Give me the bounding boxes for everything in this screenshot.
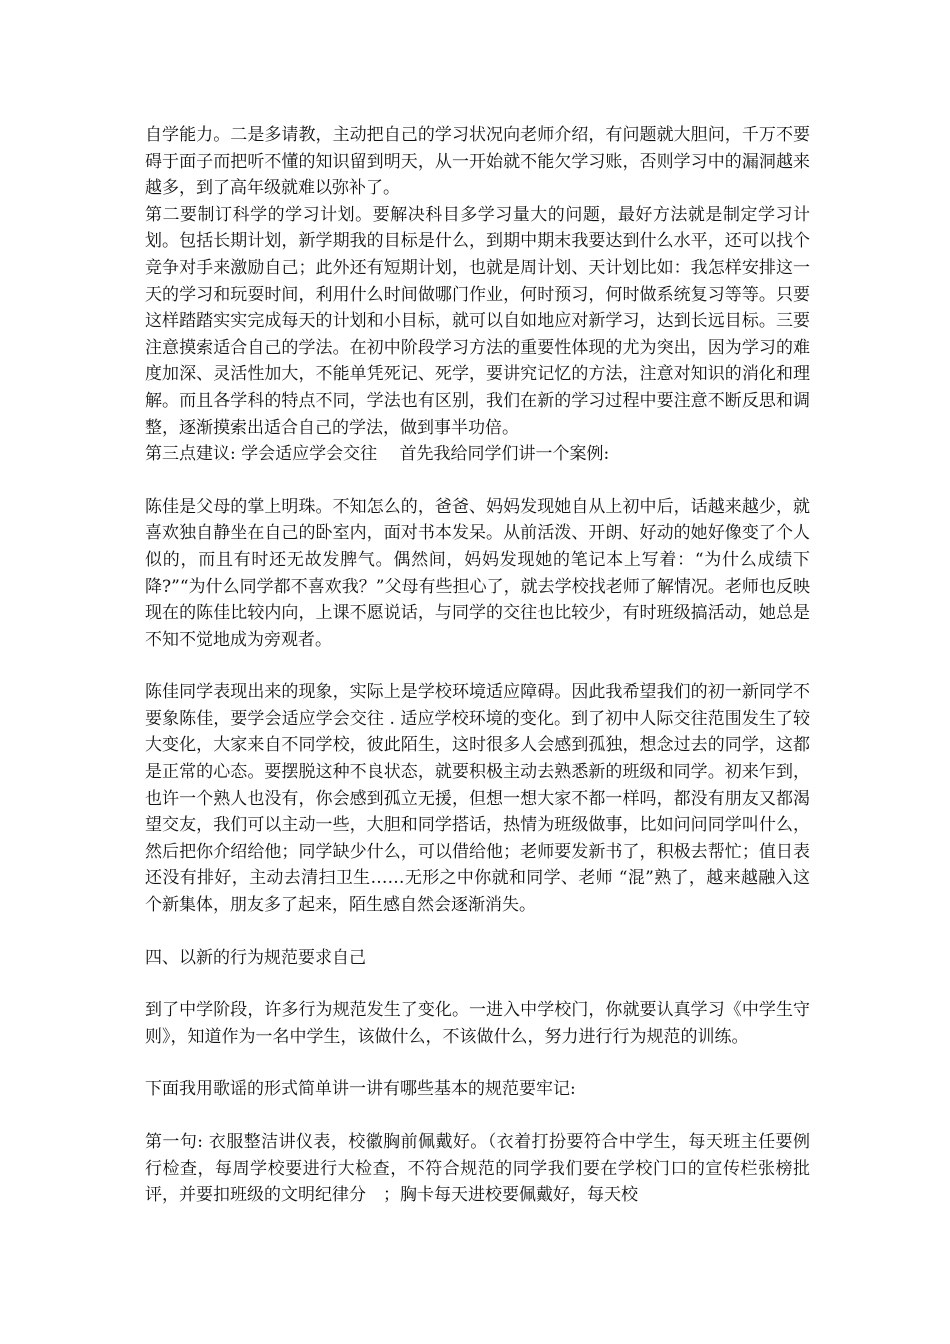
paragraph-ballad-intro: 下面我用歌谣的形式简单讲一讲有哪些基本的规范要牢记: [145, 1079, 576, 1100]
paragraph-chen-jia-case: 陈佳是父母的掌上明珠。不知怎么的，爸爸、妈妈发现她自从上初中后，话越来越少，就喜欢独自静坐在自己的卧室内，面对书本发呆。从前活泼、开朗、好动的她好像变了个人似的，而且有时还无故发脾气。偶然间，妈妈发现她的笔记本上写着：“为什么成绩下降?”“为什么同学都不喜欢我？”父母有些担心了，就去学校找老师了解情况。老师也反映现在的陈佳比较内向，上课不愿说话，与同学的交往也比较少，有时班级搞活动，她总是不知不觉地成为旁观者。 [145, 496, 810, 650]
paragraph-self-study: 自学能力。二是多请教，主动把自己的学习状况向老师介绍，有问题就大胆问，千万不要碍于面子而把听不懂的知识留到明天，从一开始就不能欠学习账，否则学习中的漏洞越来越多，到了高年级就难以弥补了。 [145, 125, 810, 199]
paragraph-third-suggestion: 第三点建议: 学会适应学会交往 首先我给同学们讲一个案例: [145, 444, 610, 465]
document-page [145, 122, 810, 1209]
paragraph-first-verse: 第一句: 衣服整洁讲仪表，校徽胸前佩戴好。（衣着打扮要符合中学生，每天班主任要例行检查，每周学校要进行大检查，不符合规范的同学我们要在学校门口的宣传栏张榜批评，并要扣班级的文明纪律分 ；胸卡每天进校要佩戴好，每天校 [145, 1132, 810, 1206]
paragraph-middle-school-norms: 到了中学阶段，许多行为规范发生了变化。一进入中学校门，你就要认真学习《中学生守则》，知道作为一名中学生，该做什么，不该做什么，努力进行行为规范的训练。 [145, 1000, 810, 1047]
paragraph-study-plan: 第二要制订科学的学习计划。要解决科目多学习量大的问题，最好方法就是制定学习计划。包括长期计划，新学期我的目标是什么，到期中期末我要达到什么水平，还可以找个竞争对手来激励自己；此外还有短期计划，也就是周计划、天计划比如：我怎样安排这一天的学习和玩耍时间，利用什么时间做哪门作业，何时预习，何时做系统复习等等。只要这样踏踏实实完成每天的计划和小目标，就可以自如地应对新学习，达到长远目标。三要注意摸索适合自己的学法。在初中阶段学习方法的重要性体现的尤为突出，因为学习的难度加深、灵活性加大，不能单凭死记、死学，要讲究记忆的方法，注意对知识的消化和理解。而且各学科的特点不同，学法也有区别，我们在新的学习过程中要注意不断反思和调整，逐渐摸索出适合自己的学法，做到事半功倍。 [145, 204, 810, 438]
paragraph-school-adaptation: 陈佳同学表现出来的现象，实际上是学校环境适应障碍。因此我希望我们的初一新同学不要象陈佳，要学会适应学会交往 . 适应学校环境的变化。到了初中人际交往范围发生了较大变化，大家来自不同学校，彼此陌生，这时很多人会感到孤独，想念过去的同学，这都是正常的心态。要摆脱这种不良状态，就要积极主动去熟悉新的班级和同学。初来乍到，也许一个熟人也没有，你会感到孤立无援，但想一想大家不都一样吗，都没有朋友又都渴望交友，我们可以主动一些，大胆和同学搭话，热情为班级做事，比如问问同学叫什么，然后把你介绍给他；同学缺少什么，可以借给他；老师要发新书了，积极去帮忙；值日表还没有排好，主动去清扫卫生……无形之中你就和同学、老师 “混”熟了，越来越融入这个新集体，朋友多了起来，陌生感自然会逐渐消失。 [145, 682, 810, 916]
section-heading-behavior-norms: 四、以新的行为规范要求自己 [145, 947, 366, 968]
